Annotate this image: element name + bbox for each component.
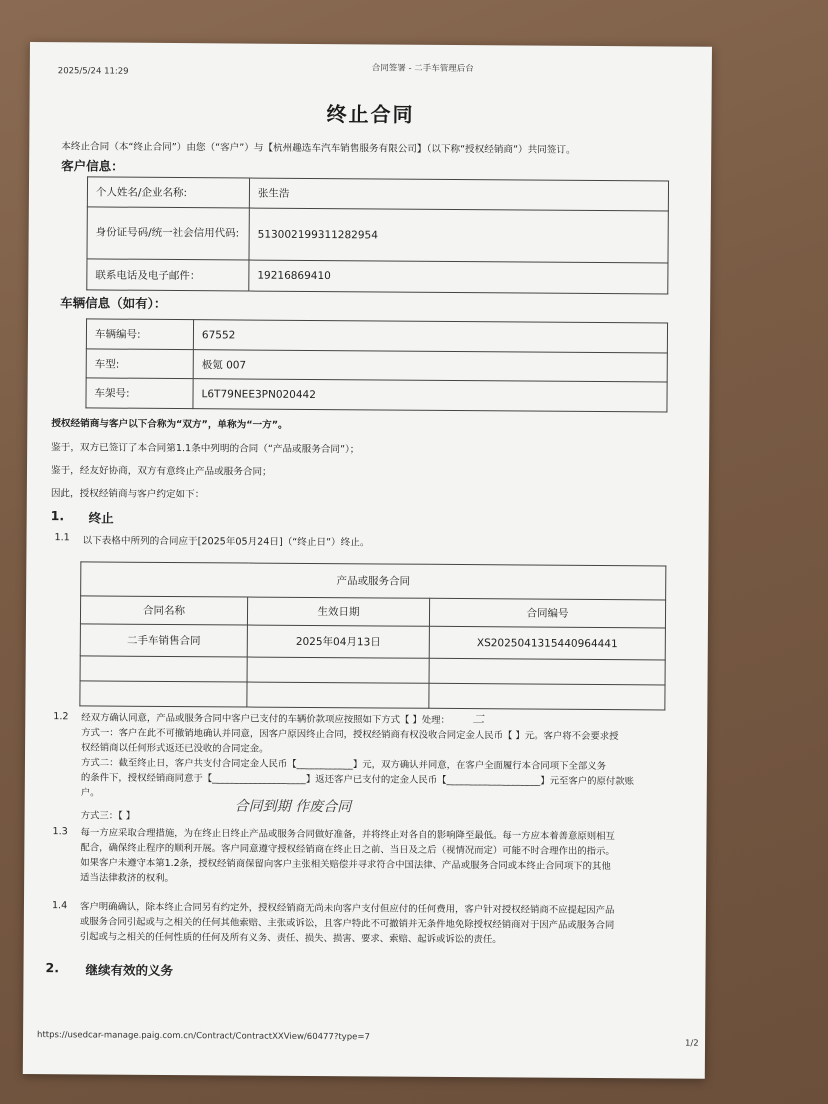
recital-1: 授权经销商与客户以下合称为“双方”，单称为“一方”。 <box>51 418 288 431</box>
section-2-title: 继续有效的义务 <box>85 962 174 979</box>
clause-1-1-text: 以下表格中所列的合同应于[2025年05月24日]（“终止日”）终止。 <box>82 535 370 549</box>
clause-1-2-number: 1.2 <box>53 711 69 723</box>
recital-3: 鉴于，经友好协商，双方有意终止产品或服务合同； <box>50 465 272 478</box>
column-header: 合同名称 <box>80 596 247 625</box>
table-cell <box>80 656 247 682</box>
table-cell <box>80 681 247 707</box>
field-value: 19216869410 <box>249 260 668 294</box>
clause-1-4-body <box>80 899 615 948</box>
table-cell <box>247 682 429 708</box>
clause-line: 引起或与之相关的任何性质的任何及所有义务、责任、损失、损害、要求、索赔、起诉或诉讼的责任。 <box>79 931 502 946</box>
clause-line: 客户明确确认，除本终止合同另有约定外，授权经销商无尚未向客户支付但应付的任何费用，客户针对授权经销商不应提起因产品 <box>79 901 615 917</box>
table-cell <box>429 683 665 710</box>
clause-1-4-number: 1.4 <box>51 900 68 912</box>
table-cell <box>429 658 665 685</box>
clause-line: 或服务合同引起或与之相关的任何其他索赔、主张或诉讼，且客户特此不可撤销并无条件地免除授权经销商对于因产品或服务合同 <box>79 916 615 932</box>
clause-1-3-number: 1.3 <box>52 826 68 838</box>
clause-line: 方式二：截至终止日，客户共支付合同定金人民币【____________】元，双方确认并同意，在客户全面履行本合同项下全部义务 <box>80 757 607 773</box>
column-header: 生效日期 <box>247 597 429 626</box>
handwritten-option: 二 <box>472 712 485 727</box>
clause-line: 权经销商以任何形式返还已没收的合同定金。 <box>81 742 269 755</box>
table-row <box>87 177 668 211</box>
print-page-title: 合同签署 - 二手车管理后台 <box>371 63 474 75</box>
handwritten-note: 合同到期 作废合同 <box>234 798 352 816</box>
footer-url: https://usedcar-manage.paig.com.cn/Contract/ContractXXView/60477?type=7 <box>37 1030 370 1043</box>
clause-line: 如果客户未遵守本第1.2条，授权经销商保留向客户主张相关赔偿并寻求符合中国法律、产品或服务合同或本终止合同项下的其他 <box>80 857 611 873</box>
field-label: 联系电话及电子邮件： <box>87 259 249 291</box>
table-row <box>80 681 665 710</box>
field-value: 极氪 007 <box>193 350 667 382</box>
vehicle-info-table <box>85 318 668 412</box>
table-row <box>86 319 667 353</box>
clause-line: 配合，确保终止程序的顺利开展。客户同意遵守授权经销商在终止日之前、当日及之后（视情况而定）可能不时合理作出的指示。 <box>80 842 615 858</box>
field-label: 车型: <box>86 349 193 379</box>
clause-line: 经双方确认同意，产品或服务合同中客户已支付的车辆价款项应按照如下方式【 】处理： <box>81 712 450 726</box>
footer-page-number: 1/2 <box>684 1038 699 1049</box>
recital-4: 因此，授权经销商与客户约定如下： <box>50 488 205 501</box>
clause-line: 方式一：客户在此不可撤销地确认并同意，因客户原因终止合同，授权经销商有权没收合同定金人民币【 】元。客户将不会要求授 <box>81 727 619 743</box>
section-2-number: 2. <box>45 960 60 976</box>
table-row <box>86 349 667 382</box>
table-caption: 产品或服务合同 <box>81 562 666 600</box>
clause-line: 的条件下，授权经销商同意于【____________________】返还客户已支付的定金人民币【____________________】元至客户的原付款账 <box>80 772 635 788</box>
table-row <box>87 259 668 294</box>
field-label: 车架号: <box>86 378 193 409</box>
product-contract-table <box>79 561 666 710</box>
table-cell <box>247 657 429 683</box>
clause-1-2-body <box>81 710 635 827</box>
clause-line: 每一方应采取合理措施，为在终止日终止产品或服务合同做好准备，并将终止对各自的影响降至最低。每一方应本着善意原则相互 <box>80 827 615 843</box>
clause-line: 户。 <box>80 787 100 799</box>
table-cell: XS2025041315440964441 <box>429 626 665 660</box>
print-datetime: 2025/5/24 11:29 <box>57 66 129 77</box>
clause-1-1-number: 1.1 <box>54 532 70 544</box>
customer-info-heading: 客户信息： <box>61 158 124 174</box>
field-label: 身份证号码/统一社会信用代码: <box>87 207 249 260</box>
intro-paragraph: 本终止合同（本“终止合同”）由您（“客户”）与【杭州趣选车汽车销售服务有限公司】（以下称“授权经销商”）共同签订。 <box>61 141 576 156</box>
vehicle-info-heading: 车辆信息（如有）： <box>60 295 167 311</box>
column-header: 合同编号 <box>429 598 665 628</box>
field-label: 车辆编号: <box>86 319 193 350</box>
field-value: 513002199311282954 <box>249 208 668 263</box>
section-1-title: 终止 <box>88 510 114 526</box>
clause-1-3-body <box>80 825 615 889</box>
field-value: 67552 <box>193 320 667 353</box>
table-row <box>87 207 668 263</box>
section-1-number: 1. <box>50 508 65 524</box>
clause-line: 方式三：【 】 <box>80 810 136 822</box>
table-caption-row <box>81 562 666 600</box>
table-row <box>86 378 667 412</box>
table-row <box>80 624 665 660</box>
clause-line: 适当法律救济的权利。 <box>80 872 174 885</box>
field-value: L6T79NEE3PN020442 <box>193 379 667 412</box>
table-header-row <box>80 596 665 628</box>
field-value: 张生浩 <box>249 178 668 211</box>
recital-2: 鉴于，双方已签订了本合同第1.1条中列明的合同（“产品或服务合同”）； <box>51 442 360 456</box>
customer-info-table <box>86 176 669 294</box>
document-title: 终止合同 <box>326 102 415 127</box>
table-cell: 2025年04月13日 <box>247 625 429 658</box>
table-cell: 二手车销售合同 <box>80 624 247 657</box>
contract-page <box>23 42 712 1079</box>
field-label: 个人姓名/企业名称: <box>87 177 249 208</box>
